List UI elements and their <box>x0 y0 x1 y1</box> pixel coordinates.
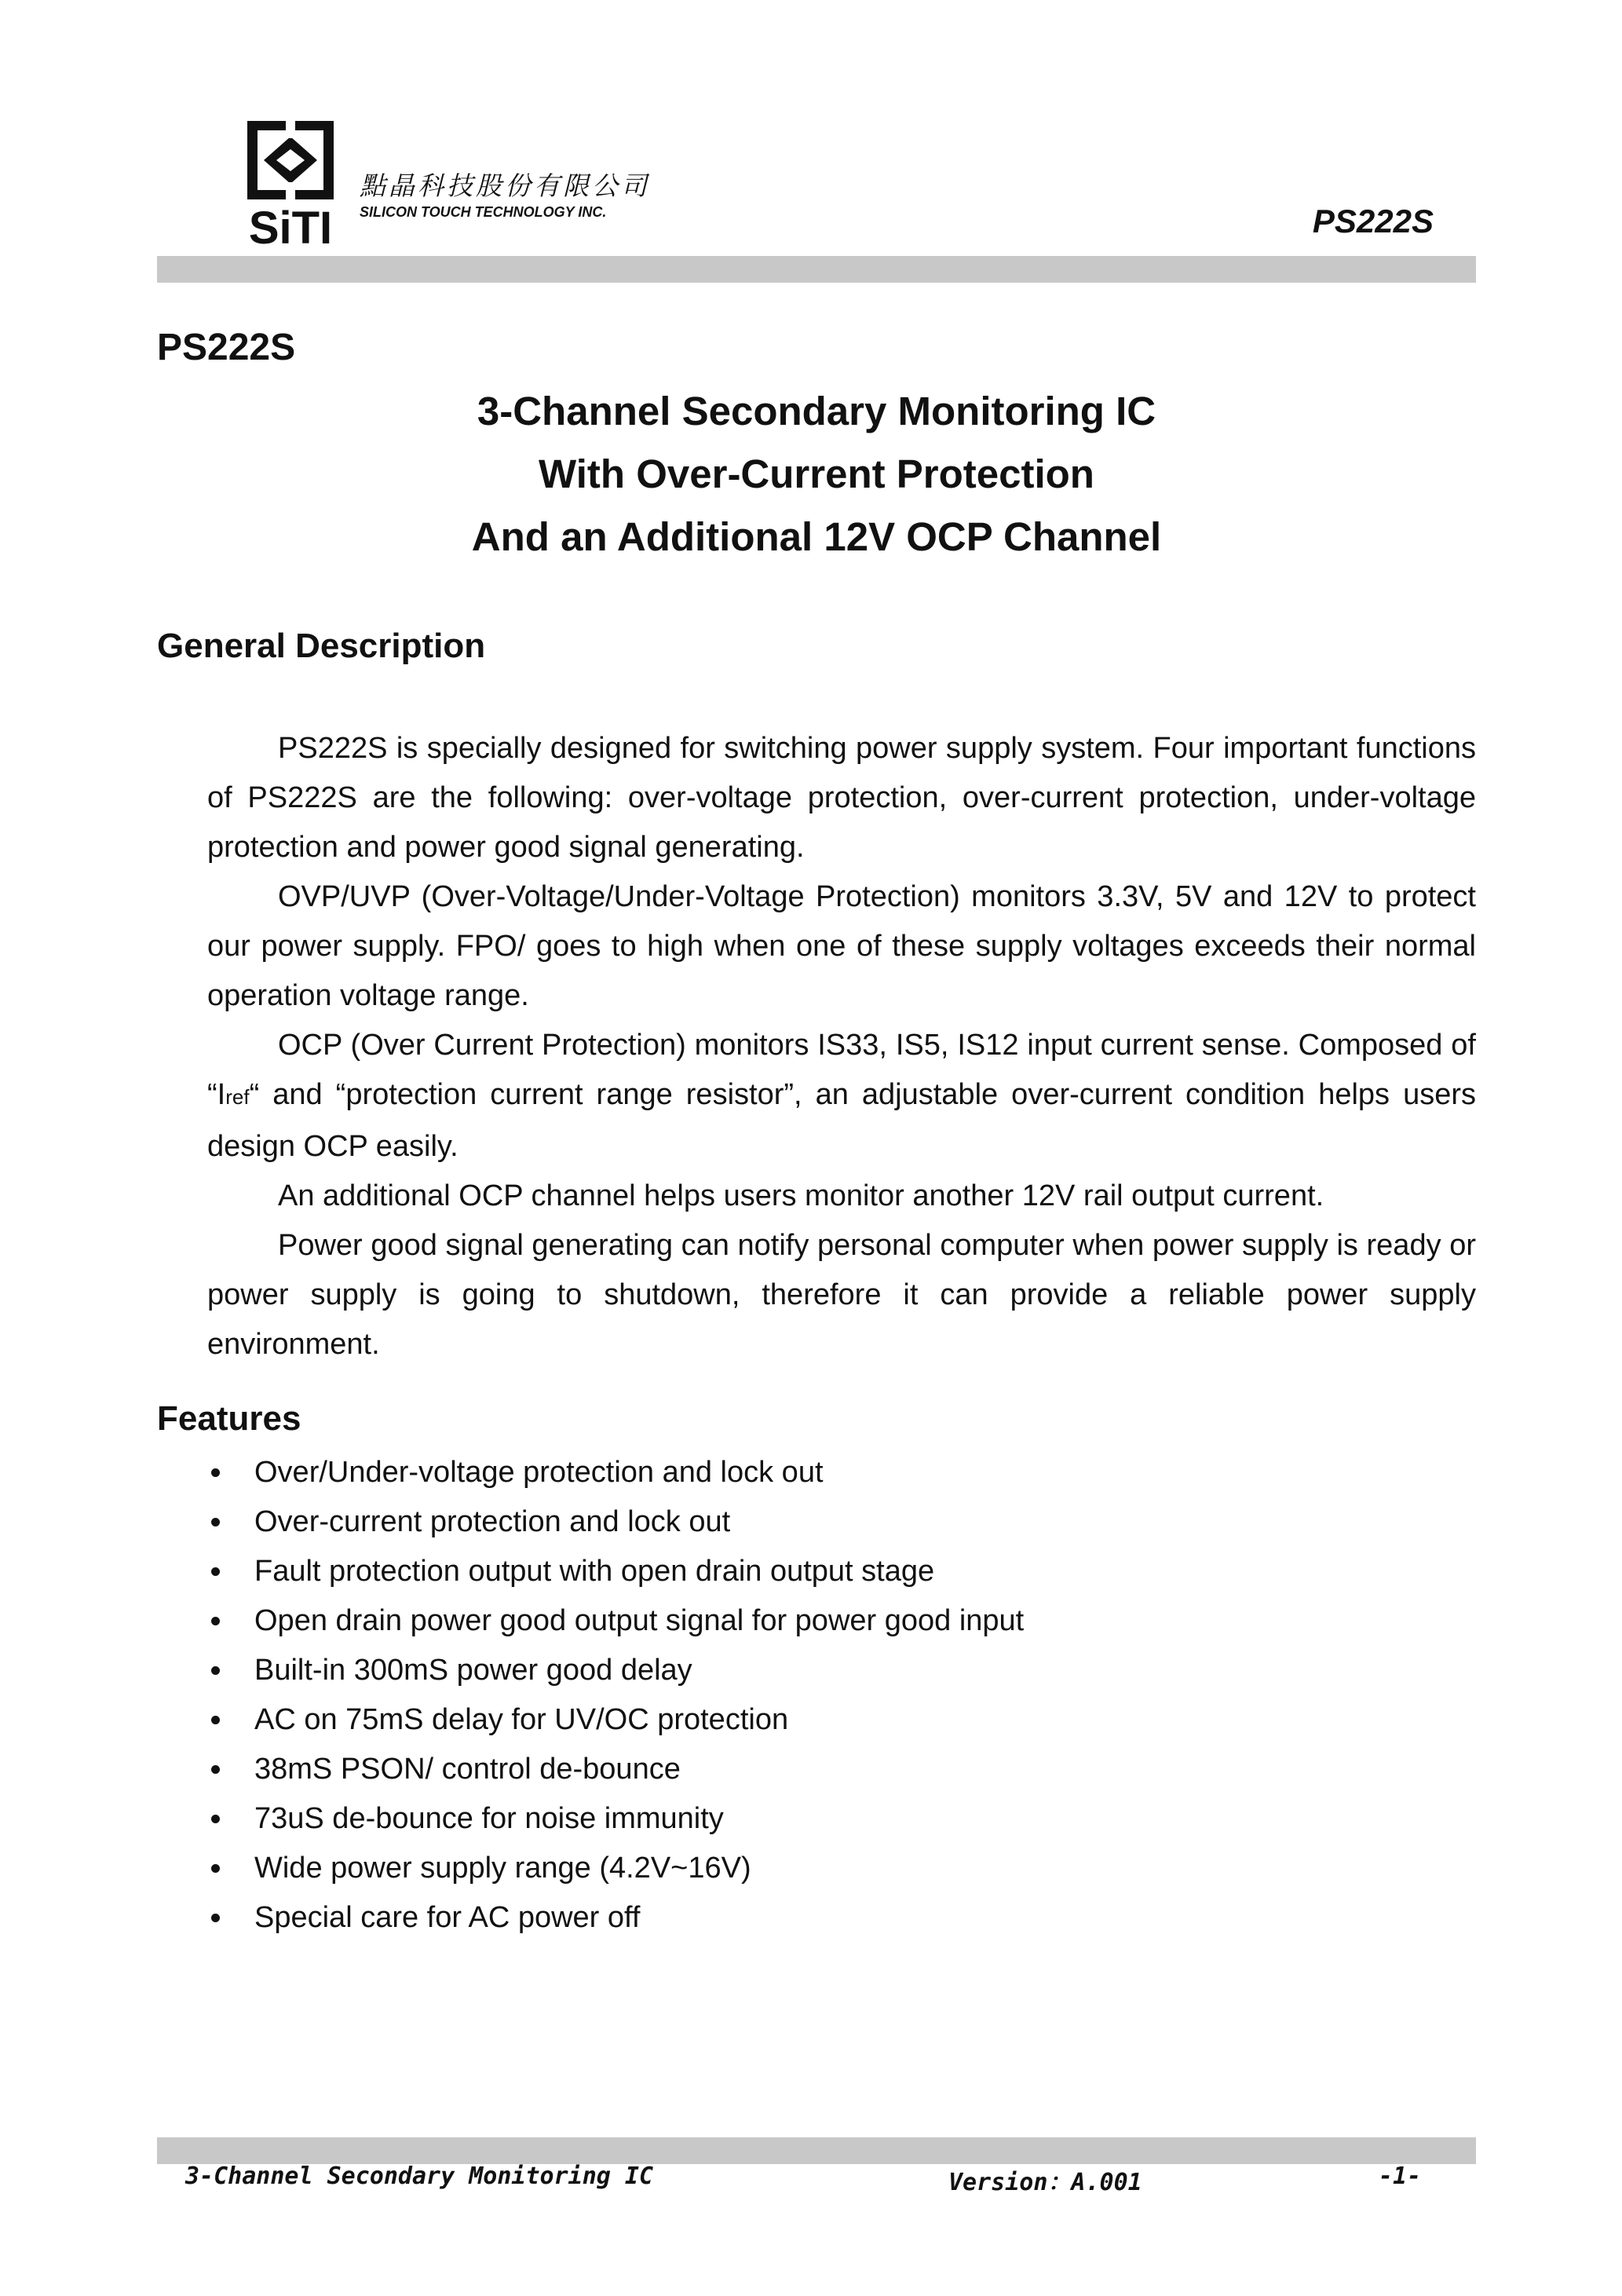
features-list <box>207 1448 1024 1943</box>
description-paragraph: Power good signal generating can notify personal computer when power supply is ready or power supply is going to shutdown, therefore it can provide a reliable power supply environment. <box>207 1229 1476 1361</box>
description-paragraph: PS222S is specially designed for switching power supply system. Four important functions of PS222S are the following: over-voltage protection, over-current protection, under-voltage protection and power good signal generating. <box>207 732 1476 864</box>
description-paragraph: OVP/UVP (Over-Voltage/Under-Voltage Protection) monitors 3.3V, 5V and 12V to protect our power supply. FPO/ goes to high when one of these supply voltages exceeds their normal operation voltage range. <box>207 880 1476 1012</box>
feature-item: 38mS PSON/ control de-bounce <box>207 1745 1024 1794</box>
feature-item: 73uS de-bounce for noise immunity <box>207 1794 1024 1844</box>
features-heading: Features <box>157 1399 301 1438</box>
feature-item: Special care for AC power off <box>207 1893 1024 1943</box>
general-description-heading: General Description <box>157 627 486 665</box>
footer-doc-title: 3-Channel Secondary Monitoring IC <box>185 2163 654 2190</box>
feature-item: Wide power supply range (4.2V~16V) <box>207 1844 1024 1893</box>
feature-item: Built-in 300mS power good delay <box>207 1646 1024 1695</box>
part-title: PS222S <box>157 327 296 368</box>
general-description-body <box>207 724 1476 1369</box>
feature-item: Over/Under-voltage protection and lock out <box>207 1448 1024 1497</box>
feature-item: Over-current protection and lock out <box>207 1497 1024 1547</box>
company-name-chinese: 點晶科技股份有限公司 <box>360 170 650 201</box>
header-part-number: PS222S <box>1312 203 1434 239</box>
description-paragraph: An additional OCP channel helps users monitor another 12V rail output current. <box>278 1179 1324 1212</box>
paragraph-text: “ and “protection current range resistor”, an adjustable over-current condition helps users design OCP easily. <box>207 1078 1476 1163</box>
company-name-english: SILICON TOUCH TECHNOLOGY INC. <box>360 204 607 220</box>
paragraph-text: OCP (Over Current Protection) monitors IS33, IS5, IS12 input current sense. Composed of “I <box>207 1029 1476 1111</box>
main-title <box>157 380 1476 569</box>
feature-item: AC on 75mS delay for UV/OC protection <box>207 1695 1024 1745</box>
footer-page-number: -1- <box>1379 2163 1422 2190</box>
footer-version: Version：A.001 <box>948 2169 1142 2196</box>
feature-item: Fault protection output with open drain output stage <box>207 1547 1024 1596</box>
description-paragraph <box>207 1021 1476 1172</box>
logo-wordmark: SiTI <box>248 203 333 247</box>
siti-logo <box>242 118 339 247</box>
title-line: 3-Channel Secondary Monitoring IC <box>477 389 1156 433</box>
title-line: And an Additional 12V OCP Channel <box>471 514 1162 559</box>
footer-rule <box>157 2137 1476 2164</box>
feature-item: Open drain power good output signal for power good input <box>207 1596 1024 1646</box>
iref-subscript: ref <box>225 1085 250 1109</box>
header-rule <box>157 256 1476 283</box>
title-line: With Over-Current Protection <box>539 452 1094 496</box>
